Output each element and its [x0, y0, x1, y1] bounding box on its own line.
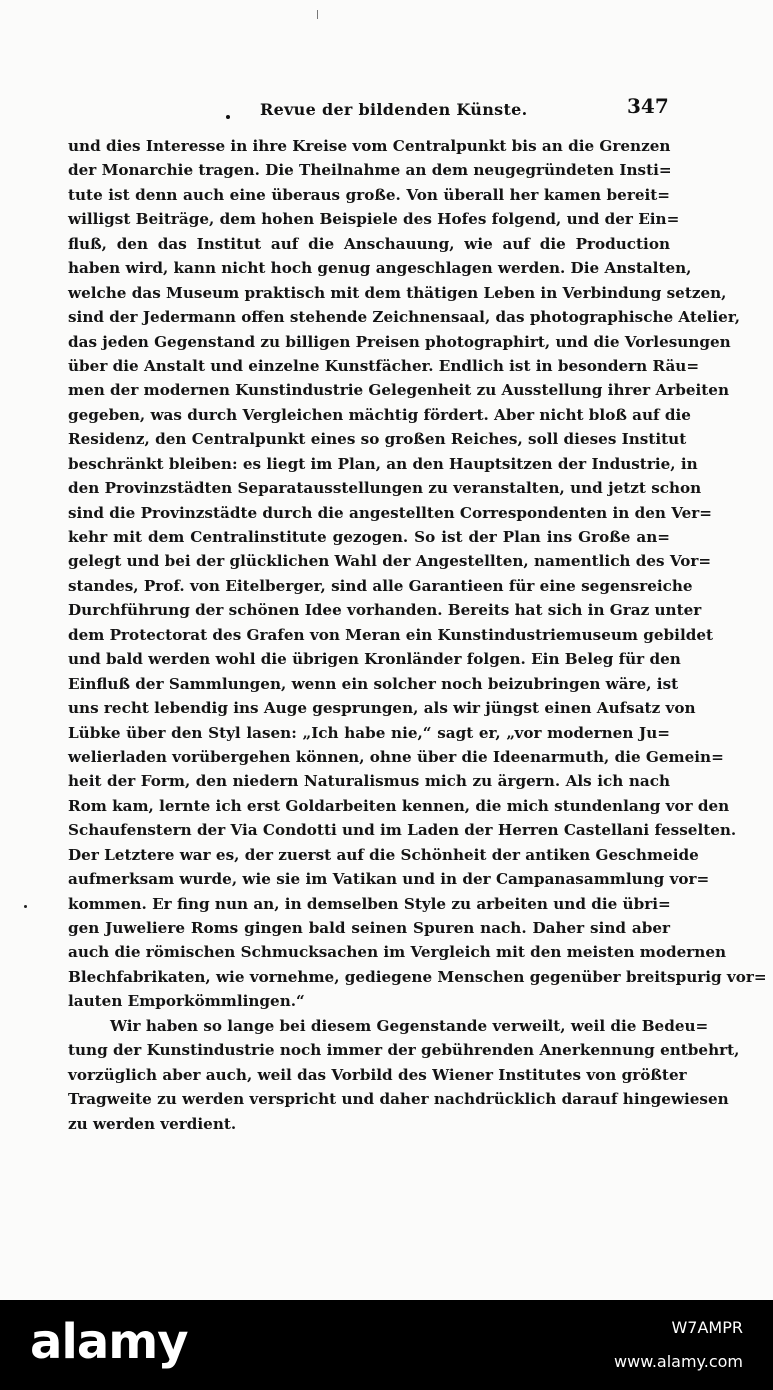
- site-url: www.alamy.com: [614, 1352, 743, 1371]
- text-line: auch die römischen Schmucksachen im Vergleich mit den meisten modernen: [68, 943, 727, 962]
- text-line: Blechfabrikaten, wie vornehme, gediegene Menschen gegenüber breitspurig vor=: [68, 967, 767, 986]
- text-line: und bald werden wohl die übrigen Kronländer folgen. Ein Beleg für den: [68, 650, 681, 669]
- text-line: Wir haben so lange bei diesem Gegenstande verweilt, weil die Bedeu=: [110, 1016, 709, 1035]
- text-line: beschränkt bleiben: es liegt im Plan, an den Hauptsitzen der Industrie, in: [68, 454, 698, 473]
- text-line: welche das Museum praktisch mit dem thätigen Leben in Verbindung setzen,: [68, 283, 727, 302]
- text-line: gegeben, was durch Vergleichen mächtig fördert. Aber nicht bloß auf die: [68, 405, 691, 424]
- text-line: sind der Jedermann offen stehende Zeichnensaal, das photographische Atelier,: [68, 308, 741, 327]
- text-line: über die Anstalt und einzelne Kunstfächer. Endlich ist in besondern Räu=: [68, 356, 700, 375]
- text-line: uns recht lebendig ins Auge gesprungen, als wir jüngst einen Aufsatz von: [68, 699, 696, 718]
- stock-watermark-bar: [0, 1300, 773, 1390]
- text-line: Tragweite zu werden verspricht und daher nachdrücklich darauf hingewiesen: [68, 1090, 729, 1109]
- running-head: Revue der bildenden Künste.: [260, 100, 528, 119]
- text-line: fluß, den das Institut auf die Anschauung, wie auf die Production: [68, 234, 670, 253]
- alamy-logo: alamy: [30, 1314, 188, 1370]
- text-line: standes, Prof. von Eitelberger, sind alle Garantieen für eine segensreiche: [68, 576, 693, 595]
- text-line: aufmerksam wurde, wie sie im Vatikan und in der Campanasammlung vor=: [68, 870, 710, 889]
- text-line: lauten Emporkömmlingen.“: [68, 992, 305, 1011]
- text-line: dem Protectorat des Grafen von Meran ein Kunstindustriemuseum gebildet: [68, 625, 714, 644]
- text-line: Einfluß der Sammlungen, wenn ein solcher noch beizubringen wäre, ist: [68, 674, 679, 693]
- text-line: tute ist denn auch eine überaus große. Von überall her kamen bereit=: [68, 185, 670, 204]
- text-line: vorzüglich aber auch, weil das Vorbild des Wiener Institutes von größter: [68, 1065, 687, 1084]
- text-line: kommen. Er fing nun an, in demselben Style zu arbeiten und die übri=: [68, 894, 671, 913]
- text-line: Schaufenstern der Via Condotti und im Laden der Herren Castellani fesselten.: [68, 821, 737, 840]
- text-line: Der Letztere war es, der zuerst auf die Schönheit der antiken Geschmeide: [68, 845, 699, 864]
- scan-speck: [317, 10, 318, 19]
- text-line: Lübke über den Styl lasen: „Ich habe nie,“ sagt er, „vor modernen Ju=: [68, 723, 670, 742]
- text-line: haben wird, kann nicht hoch genug angeschlagen werden. Die Anstalten,: [68, 259, 692, 278]
- text-line: Durchführung der schönen Idee vorhanden. Bereits hat sich in Graz unter: [68, 601, 702, 620]
- text-line: zu werden verdient.: [68, 1114, 237, 1133]
- page-number: 347: [627, 94, 669, 118]
- scan-speck-margin: [24, 905, 27, 908]
- text-line: sind die Provinzstädte durch die angestellten Correspondenten in den Ver=: [68, 503, 712, 522]
- text-line: den Provinzstädten Separatausstellungen zu veranstalten, und jetzt schon: [68, 479, 702, 498]
- text-line: tung der Kunstindustrie noch immer der gebührenden Anerkennung entbehrt,: [68, 1041, 740, 1060]
- header-dot: [226, 115, 230, 119]
- text-line: gen Juweliere Roms gingen bald seinen Spuren nach. Daher sind aber: [68, 919, 670, 937]
- image-id: W7AMPR: [671, 1318, 743, 1337]
- text-line: und dies Interesse in ihre Kreise vom Centralpunkt bis an die Grenzen: [68, 137, 671, 155]
- text-line: heit der Form, den niedern Naturalismus mich zu ärgern. Als ich nach: [68, 772, 670, 791]
- text-line: kehr mit dem Centralinstitute gezogen. So ist der Plan ins Große an=: [68, 528, 670, 546]
- text-line: Residenz, den Centralpunkt eines so großen Reiches, soll dieses Institut: [68, 430, 687, 449]
- body-text: [68, 134, 767, 1136]
- text-line: das jeden Gegenstand zu billigen Preisen photographirt, und die Vorlesungen: [68, 332, 731, 351]
- text-line: welierladen vorübergehen können, ohne über die Ideenarmuth, die Gemein=: [68, 747, 724, 766]
- text-line: men der modernen Kunstindustrie Gelegenheit zu Ausstellung ihrer Arbeiten: [68, 381, 730, 400]
- text-line: gelegt und bei der glücklichen Wahl der Angestellten, namentlich des Vor=: [68, 552, 712, 571]
- text-line: der Monarchie tragen. Die Theilnahme an dem neugegründeten Insti=: [68, 161, 672, 180]
- text-line: willigst Beiträge, dem hohen Beispiele des Hofes folgend, und der Ein=: [68, 210, 680, 229]
- text-line: Rom kam, lernte ich erst Goldarbeiten kennen, die mich stundenlang vor den: [68, 796, 730, 815]
